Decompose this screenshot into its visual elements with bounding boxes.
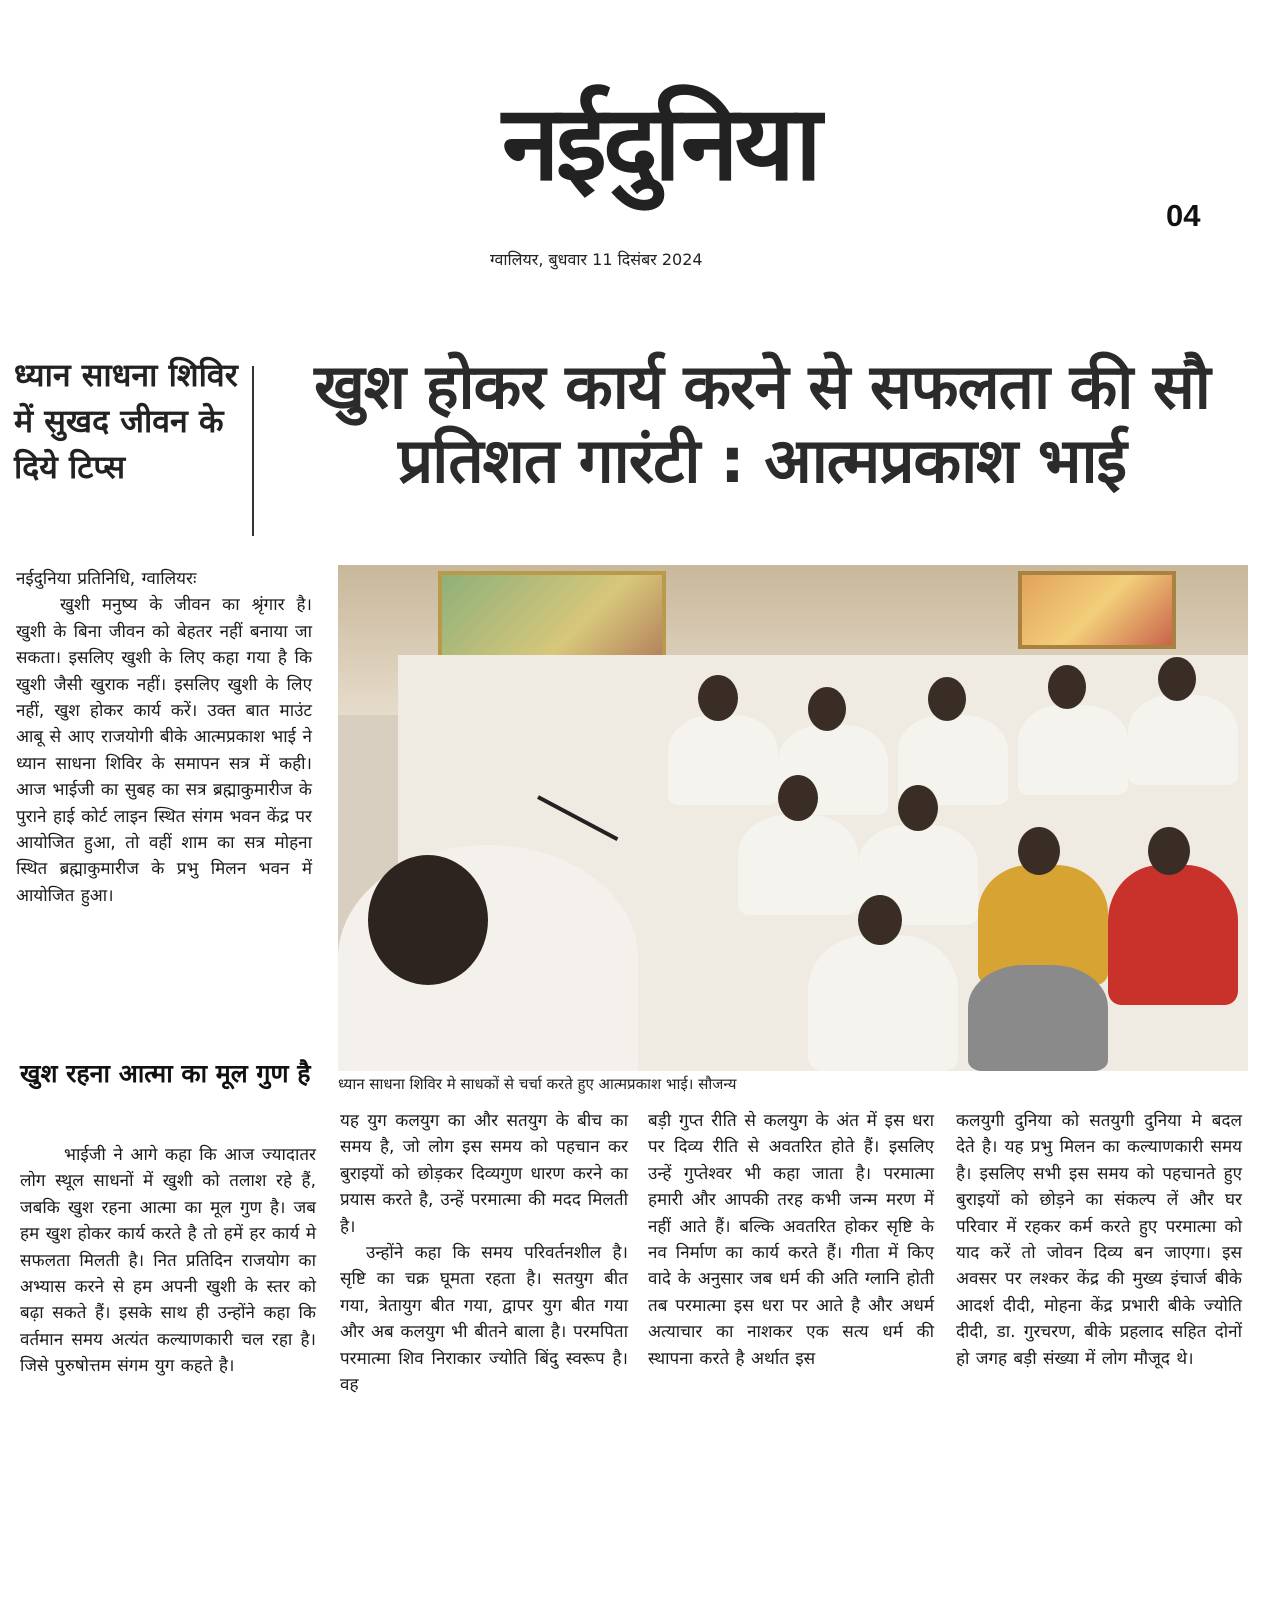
main-headline: खुश होकर कार्य करने से सफलता की सौ प्रतिशत गारंटी : आत्मप्रकाश भाई (314, 350, 1210, 497)
newspaper-masthead: नईदुनिया (502, 82, 818, 204)
article-paragraph: उन्होंने कहा कि समय परिवर्तनशील है। सृष्टि का चक्र घूमता रहता है। सतयुग बीत गया, त्रेतायुग बीत गया, द्वापर युग बीत गया और अब कलयुग भी बीतने बाला है। परमपिता परमात्मा शिव निराकार ज्योति बिंदु स्वरूप है। वह (340, 1243, 628, 1396)
article-column-3 (648, 1108, 934, 1372)
article-paragraph: बड़ी गुप्त रीति से कलयुग के अंत में इस धरा पर दिव्य रीति से अवतरित होते हैं। इसलिए उन्हें गुप्तेश्वर भी कहा जाता है। परमात्मा हमारी और आपकी तरह कभी जन्म मरण में नहीं आते हैं। बल्कि अवतरित होकर सृष्टि के नव निर्माण का कार्य करते हैं। गीता में किए वादे के अनुसार जब धर्म की अति ग्लानि होती तब परमात्मा इस धरा पर आते है और अधर्म अत्याचार का नाशकर एक सत्य धर्म की स्थापना करते है अर्थात इस (648, 1111, 934, 1369)
headline-divider (252, 366, 254, 536)
article-paragraph: कलयुगी दुनिया को सतयुगी दुनिया मे बदल देते है। यह प्रभु मिलन का कल्याणकारी समय है। इसलिए सभी इस समय को पहचानते हुए बुराइयों को छोड़ने का संकल्प लें और घर परिवार में रहकर कर्म करते हुए परमात्मा को याद करें तो जोवन दिव्य बन जाएगा। इस अवसर पर लश्कर केंद्र की मुख्य इंचार्ज बीके आदर्श दीदी, मोहना केंद्र प्रभारी बीके ज्योति दीदी, डा. गुरचरण, बीके प्रहलाद सहित दोनों हो जगह बड़ी संख्या में लोग मौजूद थे। (956, 1111, 1242, 1369)
article-column-1 (16, 566, 312, 909)
article-column-2 (340, 1108, 628, 1398)
event-photo (338, 565, 1248, 1071)
sub-headline: खुश रहना आत्मा का मूल गुण है (20, 1059, 311, 1088)
article-paragraph: खुशी मनुष्य के जीवन का श्रृंगार है। खुशी के बिना जीवन को बेहतर नहीं बनाया जा सकता। इसलिए खुशी के लिए कहा गया है कि खुशी जैसी खुराक नहीं। इसलिए खुशी के लिए नहीं, खुश होकर कार्य करें। उक्त बात माउंट आबू से आए राजयोगी बीके आत्मप्रकाश भाई ने ध्यान साधना शिविर के समापन सत्र में कही। आज भाईजी का सुबह का सत्र ब्रह्माकुमारीज के पुराने हाई कोर्ट लाइन स्थित संगम भवन केंद्र पर आयोजित हुआ, तो वहीं शाम का सत्र मोहना स्थित ब्रह्माकुमारीज के प्रभु मिलन भवन में आयोजित हुआ। (16, 595, 312, 906)
byline: नईदुनिया प्रतिनिधि, ग्वालियरः (16, 569, 197, 589)
side-headline: ध्यान साधना शिविर में सुखद जीवन के दिये टिप्स (14, 356, 238, 486)
page-number: 04 (1166, 198, 1201, 233)
article-column-4 (956, 1108, 1242, 1372)
photo-caption: ध्यान साधना शिविर मे साधकों से चर्चा करते हुए आत्मप्रकाश भाई। सौजन्य (338, 1075, 737, 1093)
article-paragraph: यह युग कलयुग का और सतयुग के बीच का समय है, जो लोग इस समय को पहचान कर बुराइयों को छोड़कर दिव्यगुण धारण करने का प्रयास करते है, उन्हें परमात्मा की मदद मिलती है। (340, 1111, 628, 1237)
dateline: ग्वालियर, बुधवार 11 दिसंबर 2024 (490, 250, 703, 269)
article-paragraph: भाईजी ने आगे कहा कि आज ज्यादातर लोग स्थूल साधनों में खुशी को तलाश रहे हैं, जबकि खुश रहना आत्मा का मूल गुण है। जब हम खुश होकर कार्य करते है तो हमें हर कार्य मे सफलता मिलती है। नित प्रतिदिन राजयोग का अभ्यास करने से हम अपनी खुशी के स्तर को बढ़ा सकते हैं। इसके साथ ही उन्होंने कहा कि वर्तमान समय अत्यंत कल्याणकारी चल रहा है। जिसे पुरुषोत्तम संगम युग कहते है। (20, 1145, 316, 1377)
